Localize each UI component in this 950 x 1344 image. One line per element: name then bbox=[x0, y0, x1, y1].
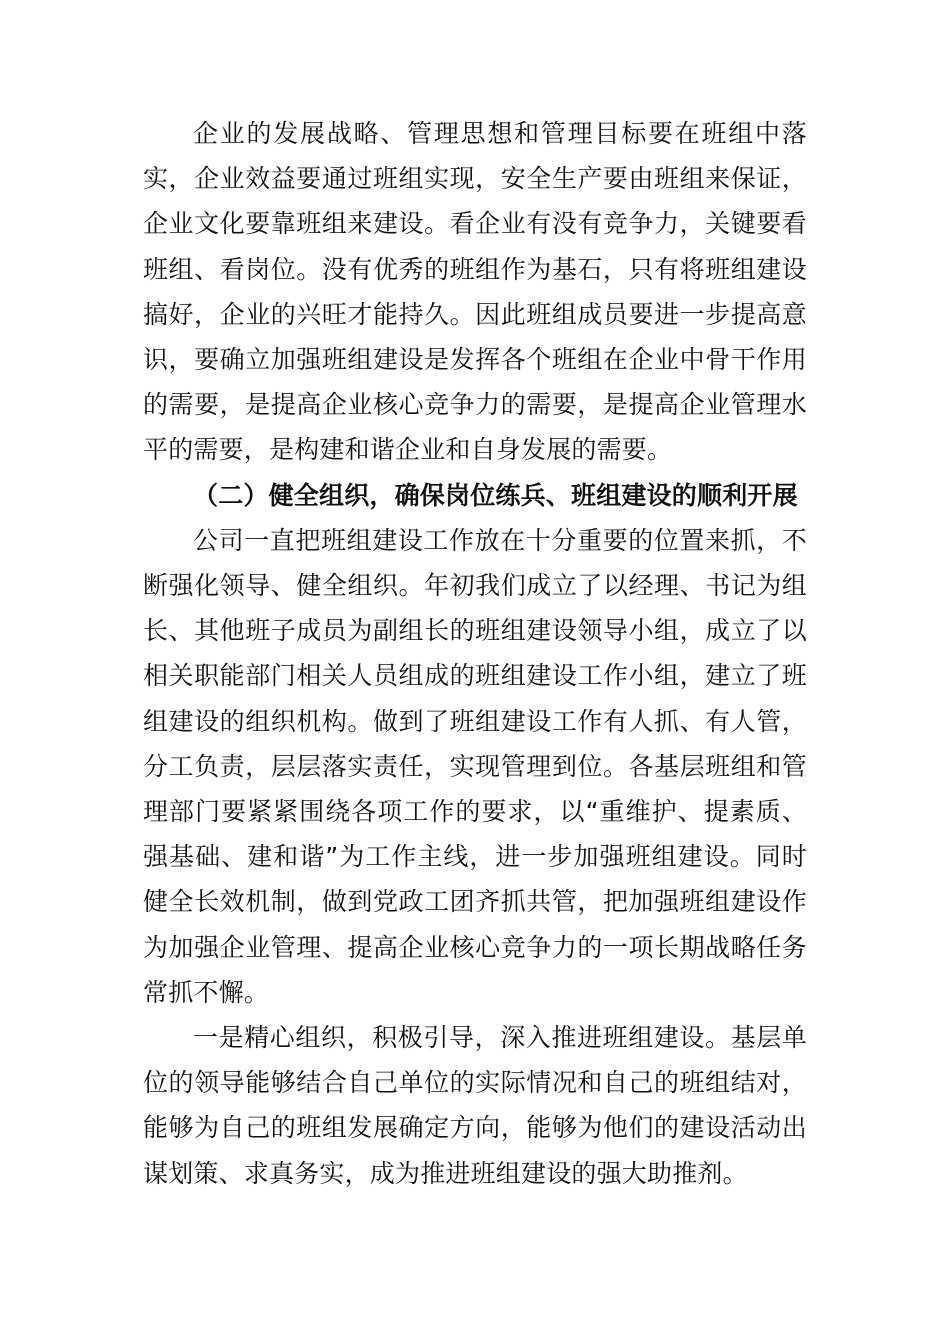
section-heading-organization: （二）健全组织，确保岗位练兵、班组建设的顺利开展 bbox=[193, 480, 798, 510]
paragraph-guidance: 一是精心组织，积极引导，深入推进班组建设。基层单位的领导能够结合自己单位的实际情况和自己的班组结对，能够为自己的班组发展确定方向，能够为他们的建设活动出谋划策、求真务实，成为推进班组建设的强大助推剂。 bbox=[143, 1023, 807, 1188]
paragraph-organization: 公司一直把班组建设工作放在十分重要的位置来抓，不断强化领导、健全组织。年初我们成立了以经理、书记为组长、其他班子成员为副组长的班组建设领导小组，成立了以相关职能部门相关人员组成的班组建设工作小组，建立了班组建设的组织机构。做到了班组建设工作有人抓、有人管，分工负责，层层落实责任，实现管理到位。各基层班组和管理部门要紧紧围绕各项工作的要求，以“重维护、提素质、强基础、建和谐”为工作主线，进一步加强班组建设。同时健全长效机制，做到党政工团齐抓共管，把加强班组建设作为加强企业管理、提高企业核心竞争力的一项长期战略任务常抓不懈。 bbox=[143, 525, 807, 1007]
paragraph-importance: 企业的发展战略、管理思想和管理目标要在班组中落实，企业效益要通过班组实现，安全生产要由班组来保证，企业文化要靠班组来建设。看企业有没有竞争力，关键要看班组、看岗位。没有优秀的班组作为基石，只有将班组建设搞好，企业的兴旺才能持久。因此班组成员要进一步提高意识，要确立加强班组建设是发挥各个班组在企业中骨干作用的需要，是提高企业核心竞争力的需要，是提高企业管理水平的需要，是构建和谐企业和自身发展的需要。 bbox=[143, 119, 807, 465]
document-body bbox=[143, 111, 807, 1196]
